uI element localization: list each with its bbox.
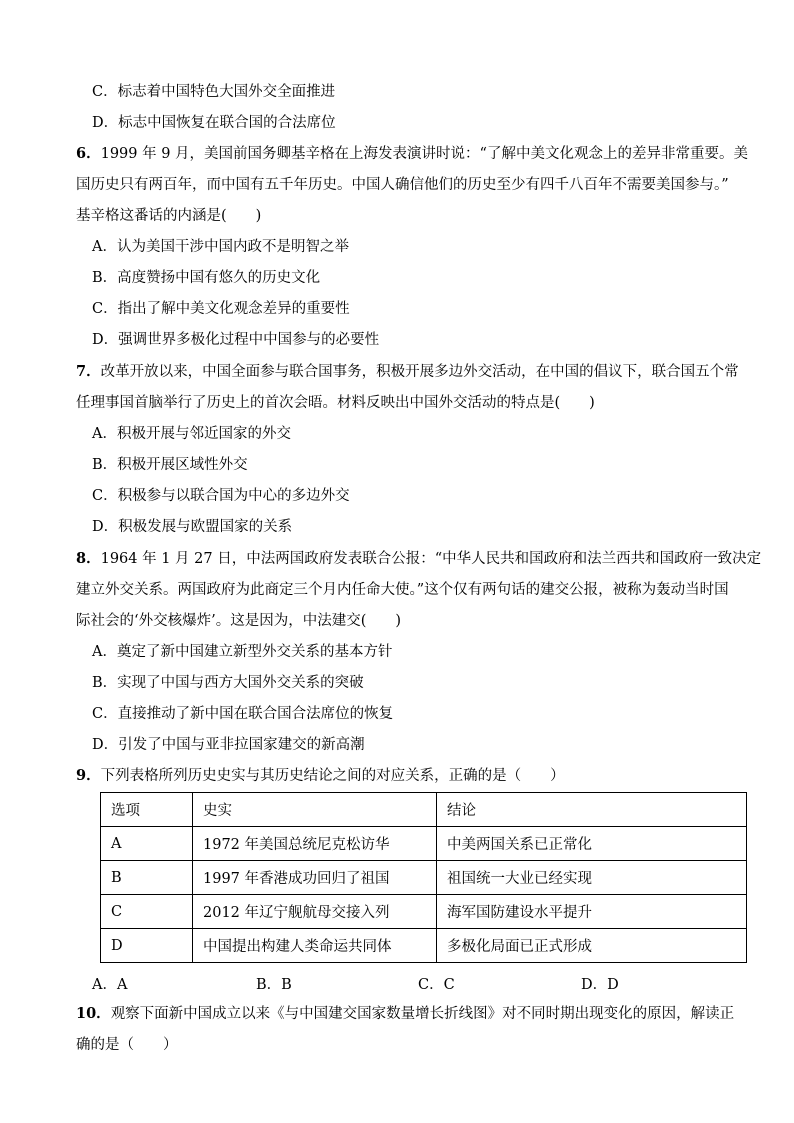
- table-cell: B: [101, 861, 193, 895]
- q6-option-a: A．认为美国干涉中国内政不是明智之举: [92, 239, 349, 255]
- q7-number: 7．: [76, 363, 101, 380]
- table-cell: 海军国防建设水平提升: [437, 895, 747, 929]
- table-row: [101, 929, 747, 963]
- table-cell: C: [101, 895, 193, 929]
- table-cell: 祖国统一大业已经实现: [437, 861, 747, 895]
- q9-option-c: C．C: [418, 977, 455, 993]
- q7-stem-text-1: 改革开放以来，中国全面参与联合国事务，积极开展多边外交活动，在中国的倡议下，联合国五个常: [100, 364, 739, 380]
- q6-stem-line-3: 基辛格这番话的内涵是( ): [76, 208, 262, 224]
- q8-option-d: D．引发了中国与亚非拉国家建交的新高潮: [92, 737, 365, 753]
- q6-stem-line-2: 国历史只有两百年，而中国有五千年历史。中国人确信他们的历史至少有四千八百年不需要美国参与。”: [76, 177, 729, 193]
- q9-option-a: A．A: [92, 977, 128, 993]
- q7-option-b: B．积极开展区域性外交: [92, 457, 248, 473]
- q9-option-d: D．D: [581, 977, 619, 993]
- table-cell: 中国提出构建人类命运共同体: [193, 929, 437, 963]
- q9-table: [100, 792, 747, 963]
- table-cell: D: [101, 929, 193, 963]
- q8-stem-line-1: [76, 549, 761, 569]
- q10-stem-text-1: 观察下面新中国成立以来《与中国建交国家数量增长折线图》对不同时期出现变化的原因，解读正: [110, 1006, 735, 1022]
- q7-option-a: A．积极开展与邻近国家的外交: [92, 426, 291, 442]
- q8-number: 8．: [76, 550, 101, 567]
- table-cell: 多极化局面已正式形成: [437, 929, 747, 963]
- q8-stem-line-3: 际社会的‘外交核爆炸’。这是因为，中法建交( ): [76, 613, 402, 629]
- q7-stem-line-2: 任理事国首脑举行了历史上的首次会晤。材料反映出中国外交活动的特点是( ): [76, 395, 595, 411]
- q6-stem-line-1: [76, 144, 748, 164]
- q9-stem-text: 下列表格所列历史史实与其历史结论之间的对应关系，正确的是（ ）: [100, 768, 565, 784]
- q5-option-d: D．标志中国恢复在联合国的合法席位: [92, 115, 336, 131]
- q9-stem-line-1: [76, 766, 565, 786]
- table-row: [101, 895, 747, 929]
- table-cell: 中美两国关系已正常化: [437, 827, 747, 861]
- q6-option-c: C．指出了解中美文化观念差异的重要性: [92, 301, 350, 317]
- q6-stem-text-1: 1999 年 9 月，美国前国务卿基辛格在上海发表演讲时说：“了解中美文化观念上的差异非常重要。美: [100, 146, 748, 162]
- q8-stem-line-2: 建立外交关系。两国政府为此商定三个月内任命大使。”这个仅有两句话的建交公报，被称为轰动当时国: [76, 582, 729, 598]
- q7-option-d: D．积极发展与欧盟国家的关系: [92, 519, 293, 535]
- table-header-cell: 结论: [437, 793, 747, 827]
- table-cell: A: [101, 827, 193, 861]
- q6-option-b: B．高度赞扬中国有悠久的历史文化: [92, 270, 321, 286]
- q10-number: 10．: [76, 1005, 111, 1022]
- q8-stem-text-1: 1964 年 1 月 27 日，中法两国政府发表联合公报：“中华人民共和国政府和法兰西共和国政府一致决定: [100, 551, 762, 567]
- q6-option-d: D．强调世界多极化过程中中国参与的必要性: [92, 332, 380, 348]
- table-row: [101, 861, 747, 895]
- q7-stem-line-1: [76, 362, 739, 382]
- table-cell: 1997 年香港成功回归了祖国: [193, 861, 437, 895]
- q8-option-a: A．奠定了新中国建立新型外交关系的基本方针: [92, 644, 393, 660]
- q9-number: 9．: [76, 767, 101, 784]
- table-cell: 2012 年辽宁舰航母交接入列: [193, 895, 437, 929]
- q7-option-c: C．积极参与以联合国为中心的多边外交: [92, 488, 350, 504]
- q9-option-b: B．B: [256, 977, 292, 993]
- q8-option-b: B．实现了中国与西方大国外交关系的突破: [92, 675, 364, 691]
- table-cell: 1972 年美国总统尼克松访华: [193, 827, 437, 861]
- q10-stem-line-2: 确的是（ ）: [76, 1037, 178, 1053]
- table-header-cell: 史实: [193, 793, 437, 827]
- table-header-row: [101, 793, 747, 827]
- q8-option-c: C．直接推动了新中国在联合国合法席位的恢复: [92, 706, 394, 722]
- q5-option-c: C．标志着中国特色大国外交全面推进: [92, 84, 336, 100]
- table-row: [101, 827, 747, 861]
- table-header-cell: 选项: [101, 793, 193, 827]
- q6-number: 6．: [76, 145, 101, 162]
- q10-stem-line-1: [76, 1004, 734, 1024]
